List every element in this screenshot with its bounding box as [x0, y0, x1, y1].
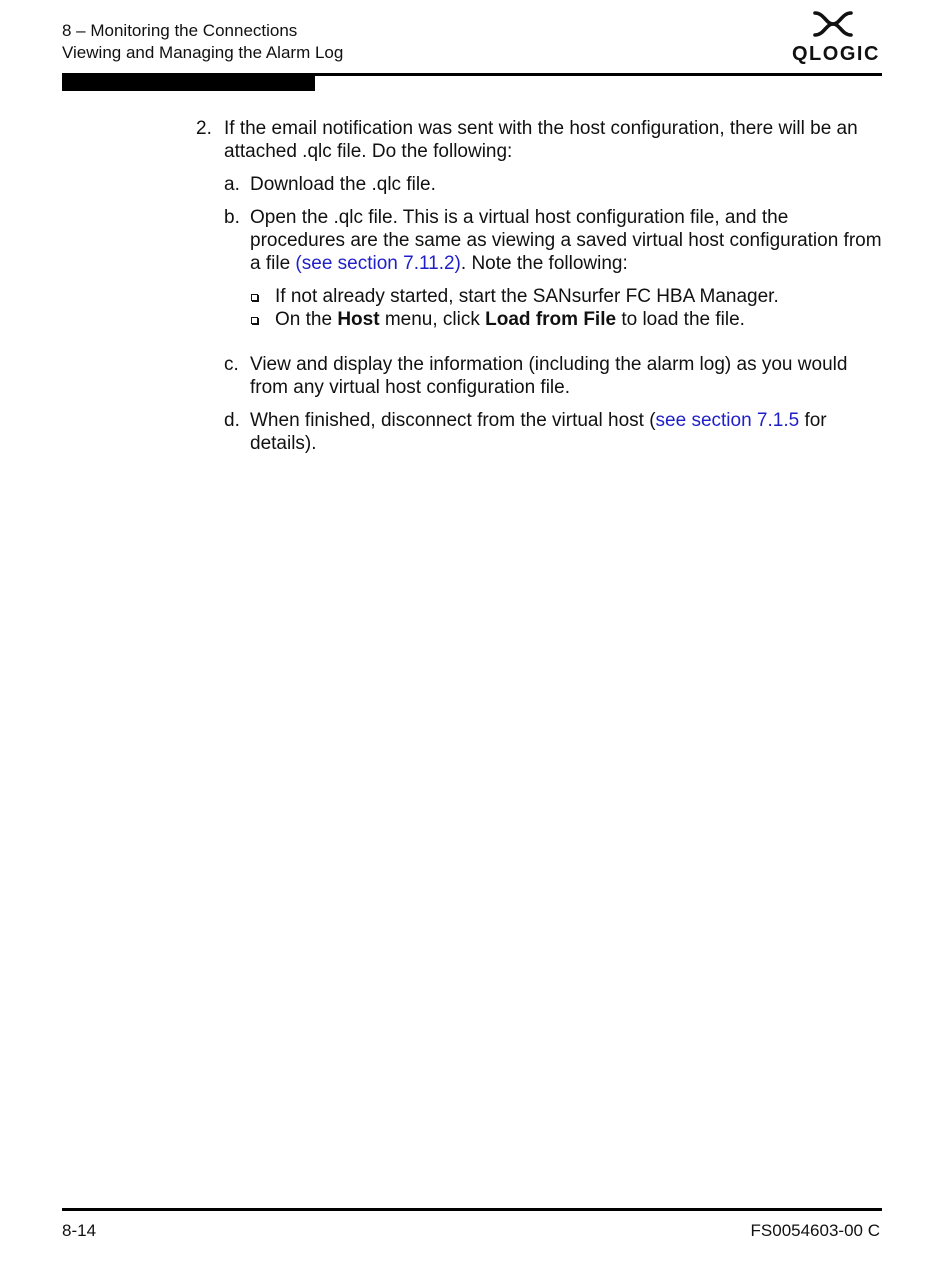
sub-step-a [224, 173, 886, 196]
header-section: Viewing and Managing the Alarm Log [62, 43, 344, 62]
document-id: FS0054603-00 C [750, 1221, 880, 1240]
sub-step-d [224, 409, 886, 455]
sub-step-text: When finished, disconnect from the virtual host ( [250, 410, 656, 431]
section-link-7-11-2[interactable]: (see section 7.11.2) [295, 253, 461, 274]
host-menu-term: Host [337, 309, 380, 330]
bullet-text-part: menu, click [379, 309, 486, 330]
bullet-item [250, 308, 886, 331]
sub-step-list [196, 173, 886, 455]
sub-step-label: c. [224, 354, 239, 375]
header-chapter: 8 – Monitoring the Connections [62, 21, 298, 40]
section-link-7-1-5[interactable]: see section 7.1.5 [655, 410, 800, 431]
bullet-text-part: On the [275, 309, 338, 330]
sub-step-label: d. [224, 410, 240, 431]
bullet-text: If not already started, start the SANsurfer FC HBA Manager. [275, 286, 779, 307]
sub-step-label: a. [224, 174, 240, 195]
bullet-text [275, 309, 745, 330]
step-number: 2. [196, 118, 212, 139]
sub-step-c [224, 353, 886, 399]
bullet-list [250, 285, 886, 331]
sub-step-text: Download the .qlc file. [250, 174, 436, 195]
step-text: If the email notification was sent with the host configuration, there will be an attached .qlc file. Do the following: [224, 118, 858, 162]
header-tab-bar [62, 76, 315, 91]
bullet-item [250, 285, 886, 308]
sub-step-text: View and display the information (including the alarm log) as you would from any virtual host configuration file. [250, 354, 848, 398]
checkbox-bullet-icon [251, 317, 258, 324]
qlogic-logo [790, 8, 882, 64]
sub-step-b [224, 206, 886, 331]
step-2 [196, 117, 886, 465]
bullet-text-part: to load the file. [616, 309, 745, 330]
load-from-file-term: Load from File [485, 309, 617, 330]
footer-rule [62, 1208, 882, 1211]
checkbox-bullet-icon [251, 294, 258, 301]
sub-step-text-tail: . Note the following: [460, 253, 628, 274]
qlogic-mark-icon [812, 10, 854, 38]
sub-step-text: Open the .qlc file. This is a virtual host configuration file, and the procedures are the same as viewing a saved virtual host configuration from a file [250, 207, 882, 274]
sub-step-label: b. [224, 207, 240, 228]
step-intro [196, 117, 886, 163]
page-number: 8-14 [62, 1221, 97, 1240]
logo-wordmark: QLOGIC [792, 43, 880, 65]
sub-step-text-tail: for details). [250, 410, 827, 454]
